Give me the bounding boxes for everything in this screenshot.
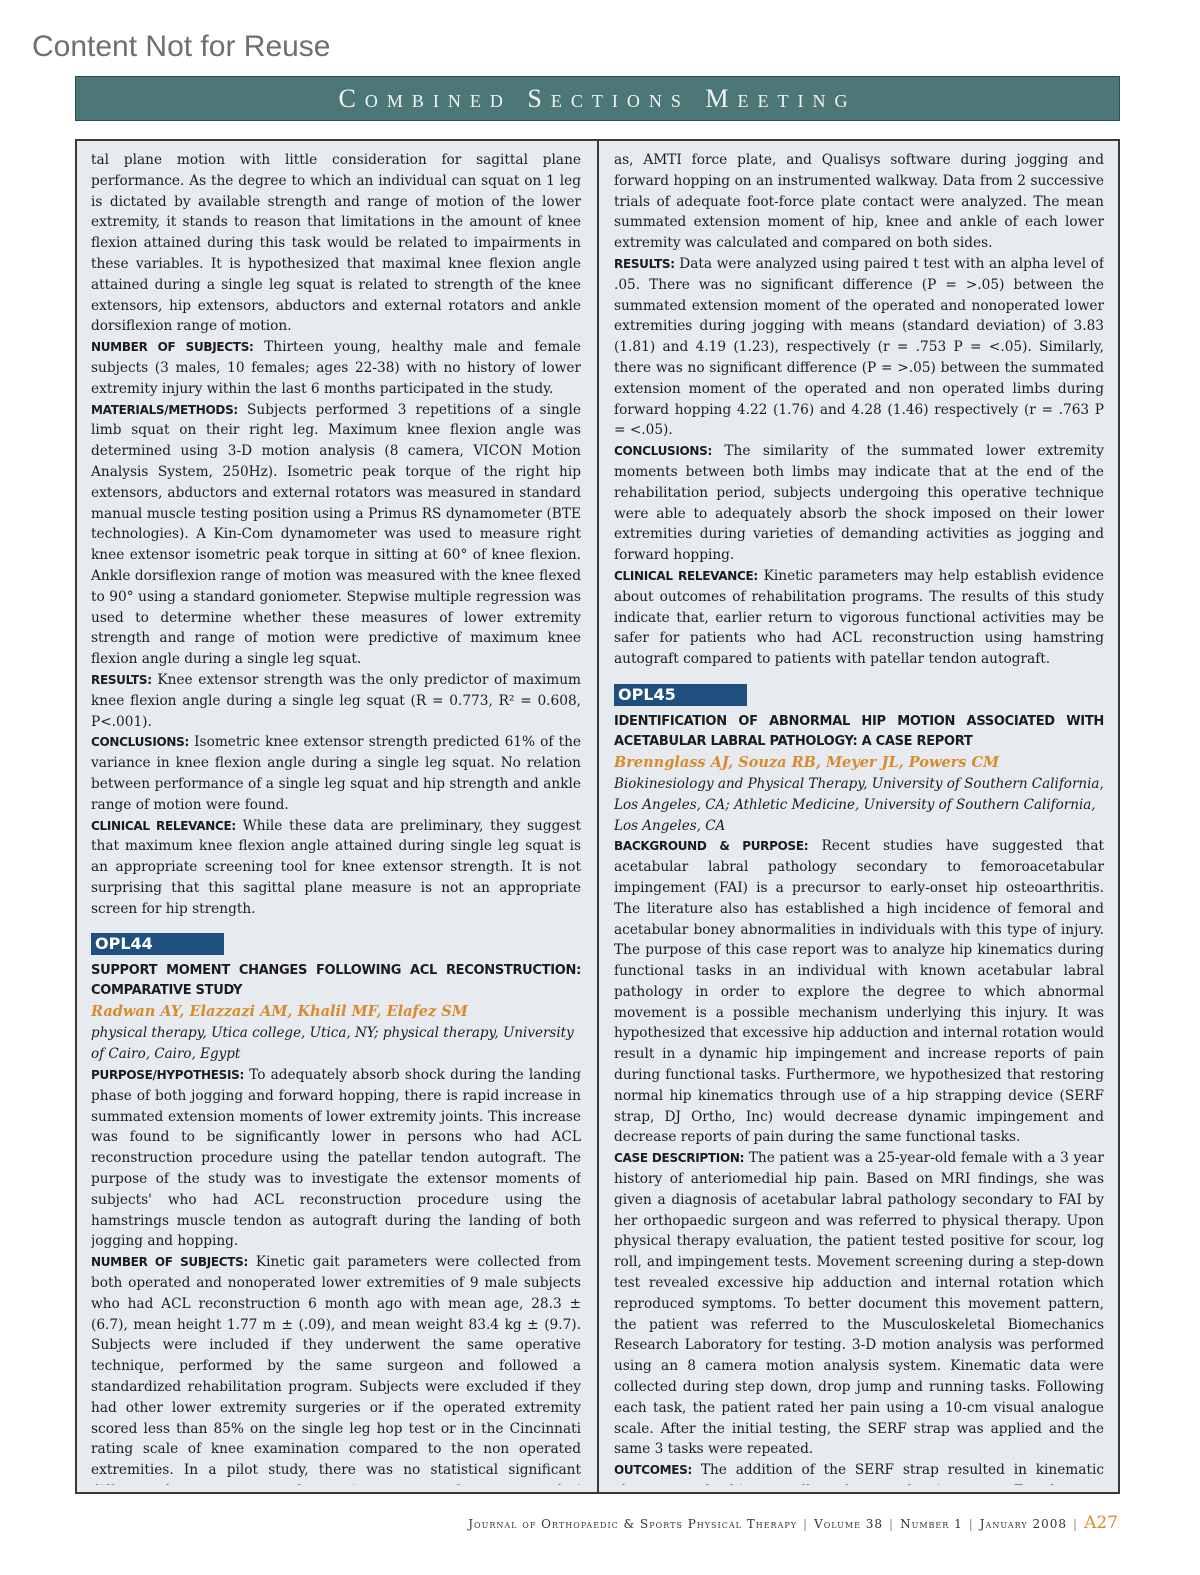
paragraph	[91, 1065, 581, 1252]
paragraph	[91, 337, 581, 399]
section-label: NUMBER OF SUBJECTS:	[91, 340, 254, 355]
footer-separator: |	[968, 1517, 974, 1531]
section-label: BACKGROUND & PURPOSE:	[614, 839, 809, 854]
abstract-title: IDENTIFICATION OF ABNORMAL HIP MOTION ASSOCIATED WITH ACETABULAR LABRAL PATHOLOGY: A CASE REPORT	[614, 713, 1104, 749]
paragraph	[614, 441, 1104, 566]
paragraph	[91, 400, 581, 670]
journal-number: Number 1	[900, 1517, 963, 1531]
section-text: The similarity of the summated lower extremity moments between both limbs may indicate that at the end of the rehabilitation period, subjects undergoing this operative technique were able to adequately absorb the shock imposed on their lower extremities during varieties of demanding activities as jogging and forward hopping.	[614, 443, 1104, 564]
section-text: While these data are preliminary, they suggest that maximum knee flexion angle attained during single leg squat is an appropriate screening tool for knee extensor strength. It is not surprising that this sagittal plane measure is not an appropriate screen for hip strength.	[91, 817, 581, 917]
paragraph	[91, 816, 581, 920]
section-text: Subjects performed 3 repetitions of a single limb squat on their right leg. Maximum knee flexion angle was determined using 3-D motion analysis (8 camera, VICON Motion Analysis System, 250Hz). Isometric peak torque of the right hip extensors, abductors and external rotators was measured in standard manual muscle testing position using a Primus RS dynamometer (BTE technologies). A Kin-Com dynamometer was used to measure right knee extensor isometric peak torque in sitting at 60° of knee flexion. Ankle dorsiflexion range of motion was measured with the knee flexed to 90° using a standard goniometer. Stepwise multiple regression was used to determine whether these measures of lower extremity strength and range of motion were predictive of maximum knee flexion angle during a single leg squat.	[91, 401, 581, 668]
abstract-affiliation: physical therapy, Utica college, Utica, NY; physical therapy, University of Cairo, Cairo, Egypt	[91, 1025, 574, 1063]
section-label: CASE DESCRIPTION:	[614, 1151, 745, 1166]
paragraph	[614, 1148, 1104, 1460]
journal-date: January 2008	[979, 1517, 1068, 1531]
page-number: A27	[1084, 1513, 1118, 1533]
section-text: Data were analyzed using paired t test with an alpha level of .05. There was no significant difference (P = >.05) between the summated extension moment of the operated and nonoperated lower extremities during jogging with means (standard deviation) of 3.83 (1.81) and 4.19 (1.23), respectively (r = .753 P = <.05). Similarly, there was no significant difference (P = >.05) between the summated extension moment of the operated and non operated limbs during forward hopping 4.22 (1.76) and 4.28 (1.46) respectively (r = .763 P = <.05).	[614, 255, 1104, 439]
section-text: Knee extensor strength was the only predictor of maximum knee flexion angle during a single leg squat (R = 0.773, R² = 0.608, P<.001).	[91, 671, 581, 730]
section-label: CLINICAL RELEVANCE:	[614, 568, 758, 583]
abstract-affiliation: Biokinesiology and Physical Therapy, University of Southern California, Los Angeles, CA; Athletic Medicine, University of Southern California, Los Angeles, CA	[614, 775, 1104, 834]
paragraph: as, AMTI force plate, and Qualisys software during jogging and forward hopping on an instrumented walkway. Data from 2 successive trials of adequate foot-force plate contact were analyzed. The mean summated extension moment of hip, knee and ankle of each lower extremity was calculated and compared on both sides.	[614, 152, 1104, 252]
section-text: Thirteen young, healthy male and female subjects (3 males, 10 females; ages 22-38) with no history of lower extremity injury within the last 6 months participated in the study.	[91, 339, 581, 397]
footer-separator: |	[803, 1517, 809, 1531]
section-text: The patient was a 25-year-old female with a 3 year history of anteriomedial hip pain. Based on MRI findings, she was given a diagnosis of acetabular labral pathology secondary to FAI by her orthopaedic surgeon and was referred to physical therapy. Upon physical therapy evaluation, the patient tested positive for scour, log roll, and impingement tests. Movement screening during a step-down test revealed excessive hip adduction and internal rotation which reproduced symptoms. To better document this movement pattern, the patient was referred to the Musculoskeletal Biomechanics Research Laboratory for testing. 3-D motion analysis was performed using an 8 camera motion analysis system. Kinematic data were collected during step down, drop jump and running tasks. Following each task, the patient rated her pain using a 10-cm visual analogue scale. After the initial testing, the SERF strap was applied and the same 3 tasks were repeated.	[614, 1150, 1104, 1458]
section-text: Kinetic gait parameters were collected from both operated and nonoperated lower extremities of 9 male subjects who had ACL reconstruction 6 month ago with mean age, 28.3 ± (6.7), mean height 1.77 m ± (.09), and mean weight 83.4 kg ± (9.7). Subjects were included if they underwent the same operative technique, performed by the same surgeon and followed a standardized rehabilitation program. Subjects were excluded if they had other lower extremity surgeries or if the operated extremity scored less than 85% on the single leg hop test or in the Cincinnati rating scale of knee examination compared to the non operated extremities. In a pilot study, there was no statistical significant	[91, 1254, 581, 1479]
right-column	[614, 150, 1104, 1485]
paragraph: tal plane motion with little consideration for sagittal plane performance. As the degree to which an individual can squat on 1 leg is dictated by available strength and range of motion of the lower extremity, it stands to reason that limitations in the amount of knee flexion attained during this task would be related to impairments in these variables. It is hypothesized that maximal knee flexion angle attained during a single leg squat is related to strength of the knee extensors, hip extensors, abductors and external rotators and ankle dorsiflexion range of motion.	[91, 152, 581, 335]
paragraph	[614, 254, 1104, 441]
section-text: To adequately absorb shock during the landing phase of both jogging and forward hopping, there is rapid increase in summated extension moments of lower extremity joints. This increase was found to be significantly lower in persons who had ACL reconstruction procedure using the patellar tendon autograft. The purpose of the study was to investigate the extensor moments of subjects' who had ACL reconstruction procedure using the hamstrings muscle tendon as autograft during the landing of both jogging and hopping.	[91, 1067, 581, 1250]
paragraph	[614, 1460, 1104, 1485]
watermark: Content Not for Reuse	[32, 30, 331, 63]
section-label: CLINICAL RELEVANCE:	[91, 818, 236, 833]
section-banner: Combined Sections Meeting	[75, 76, 1120, 121]
section-label: NUMBER OF SUBJECTS:	[91, 1255, 249, 1270]
section-text: Recent studies have suggested that acetabular labral pathology secondary to femoroacetabular impingement (FAI) is a precursor to early-onset hip osteoarthritis. The literature also has established a high incidence of femoral and acetabular boney abnormalities in individuals with this type of injury. The purpose of this case report was to analyze hip kinematics during functional tasks in an individual with known acetabular labral pathology in order to explore the degree to which abnormal movement is a possible mechanism underlying this injury. It was hypothesized that excessive hip adduction and internal rotation would result in a dynamic hip impingement and increase reports of pain during functional tasks. Furthermore, we hypothesized that restoring normal hip kinematics through use of a hip strapping device (SERF strap, DJ Ortho, Inc) would decrease dynamic impingement and decrease reports of pain during the same functional tasks.	[614, 838, 1104, 1146]
section-label: RESULTS:	[91, 672, 152, 687]
section-text: The addition of the SERF strap resulted in kinematic	[700, 1462, 1104, 1479]
section-text: Isometric knee extensor strength predicted 61% of the variance in knee flexion angle during a single leg squat. No relation between performance of a single leg squat and hip strength and ankle range of motion were found.	[91, 734, 581, 813]
section-label: OUTCOMES:	[614, 1463, 693, 1478]
section-label: RESULTS:	[614, 256, 675, 271]
abstract-authors: Radwan AY, Elazzazi AM, Khalil MF, Elafez SM	[91, 1003, 468, 1021]
journal-name: Journal of Orthopaedic & Sports Physical Therapy	[468, 1517, 798, 1531]
column-divider	[597, 139, 599, 1494]
abstract-authors: Brennglass AJ, Souza RB, Meyer JL, Powers CM	[614, 753, 1000, 771]
abstract-tag-opl44: OPL44	[91, 933, 224, 955]
paragraph	[91, 1252, 581, 1485]
footer-separator: |	[1073, 1517, 1079, 1531]
section-label: MATERIALS/METHODS:	[91, 402, 238, 417]
section-label: CONCLUSIONS:	[614, 444, 713, 459]
journal-volume: Volume 38	[814, 1517, 884, 1531]
section-text: Kinetic parameters may help establish evidence about outcomes of rehabilitation programs. The results of this study indicate that, earlier return to vigorous functional activities may be safer for patients who had ACL reconstruction using hamstring autograft compared to patients with patellar tendon autograft.	[614, 567, 1104, 668]
paragraph	[91, 732, 581, 815]
section-label: CONCLUSIONS:	[91, 735, 190, 750]
abstract-title: SUPPORT MOMENT CHANGES FOLLOWING ACL RECONSTRUCTION: COMPARATIVE STUDY	[91, 963, 581, 999]
paragraph	[614, 566, 1104, 670]
section-label: PURPOSE/HYPOTHESIS:	[91, 1068, 245, 1083]
left-column	[91, 150, 581, 1485]
abstract-tag-opl45: OPL45	[614, 684, 747, 706]
paragraph	[614, 836, 1104, 1148]
page-footer	[468, 1513, 1118, 1533]
footer-separator: |	[889, 1517, 895, 1531]
paragraph	[91, 670, 581, 732]
